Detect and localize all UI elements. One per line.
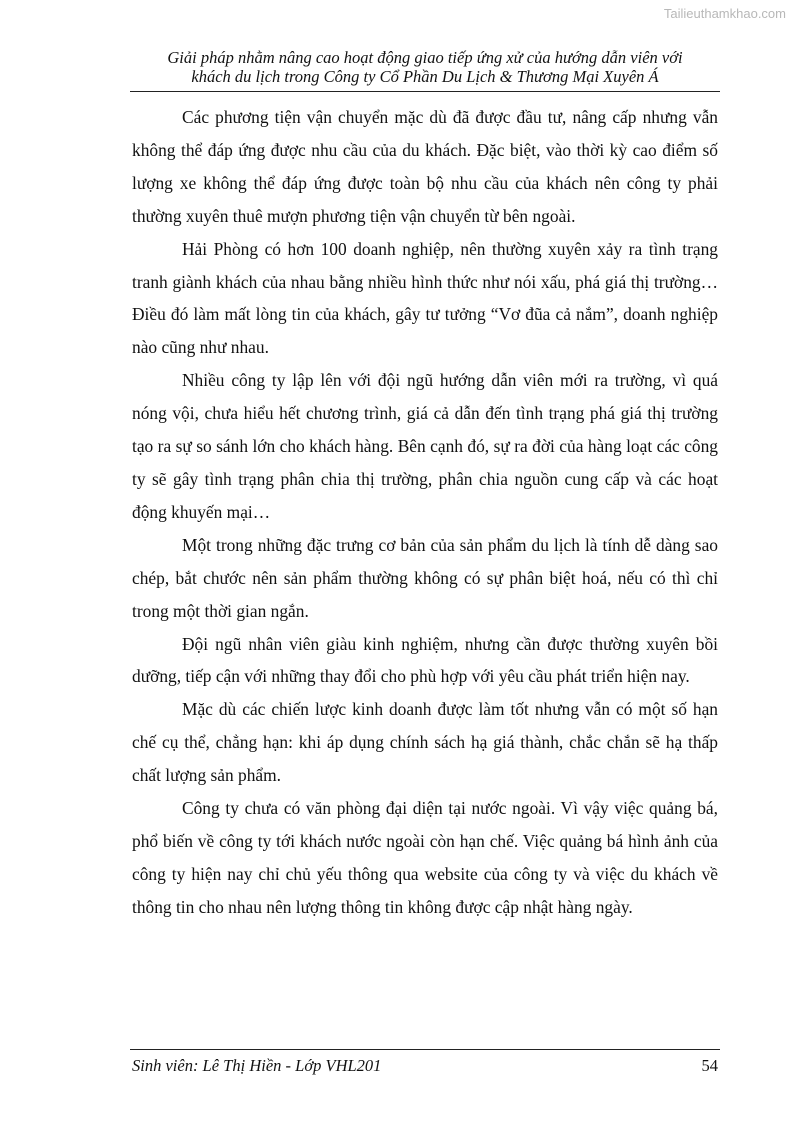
paragraph: Hải Phòng có hơn 100 doanh nghiệp, nên thường xuyên xảy ra tình trạng tranh giành khách của nhau bằng nhiều hình thức như nói xấu, phá giá thị trường… Điều đó làm mất lòng tin của khách, gây tư tưởng “Vơ đũa cả nắm”, doanh nghiệp nào cũng như nhau. [132,238,718,358]
running-footer [132,1056,718,1076]
paragraph: Các phương tiện vận chuyển mặc dù đã được đầu tư, nâng cấp nhưng vẫn không thể đáp ứng được nhu cầu của du khách. Đặc biệt, vào thời kỳ cao điểm số lượng xe không thể đáp ứng được toàn bộ nhu cầu của khách nên công ty phải thường xuyên thuê mượn phương tiện vận chuyển từ bên ngoài. [132,107,718,226]
header-line-1: Giải pháp nhằm nâng cao hoạt động giao tiếp ứng xử của hướng dẫn viên với [167,48,683,67]
watermark: Tailieuthamkhao.com [663,6,786,21]
paragraph: Nhiều công ty lập lên với đội ngũ hướng dẫn viên mới ra trường, vì quá nóng vội, chưa hiểu hết chương trình, giá cả dẫn đến tình trạng phá giá thị trường tạo ra sự so sánh lớn cho khách hàng. Bên cạnh đó, sự ra đời của hàng loạt các công ty sẽ gây tình trạng phân chia thị trường, phân chia nguồn cung cấp và các hoạt động khuyến mại… [132,370,718,522]
header-divider [130,91,720,92]
footer-divider [130,1049,720,1050]
paragraph: Công ty chưa có văn phòng đại diện tại nước ngoài. Vì vậy việc quảng bá, phổ biến về công ty tới khách nước ngoài còn hạn chế. Việc quảng bá hình ảnh của công ty hiện nay chỉ chủ yếu thông qua website của công ty và việc du khách về thông tin cho nhau nên lượng thông tin không được cập nhật hàng ngày. [132,798,718,917]
header-line-2: khách du lịch trong Công ty Cổ Phần Du Lịch & Thương Mại Xuyên Á [191,67,659,86]
footer-student-info: Sinh viên: Lê Thị Hiền - Lớp VHL201 [132,1056,382,1075]
page-number: 54 [701,1056,718,1075]
running-header [130,48,720,86]
body-text [132,101,718,924]
paragraph: Đội ngũ nhân viên giàu kinh nghiệm, nhưng cần được thường xuyên bồi dưỡng, tiếp cận với những thay đổi cho phù hợp với yêu cầu phát triển hiện nay. [132,633,718,687]
paragraph: Một trong những đặc trưng cơ bản của sản phẩm du lịch là tính dễ dàng sao chép, bắt chước nên sản phẩm thường không có sự phân biệt hoá, nếu có thì chỉ trong một thời gian ngắn. [132,534,718,621]
paragraph: Mặc dù các chiến lược kinh doanh được làm tốt nhưng vẫn có một số hạn chế cụ thể, chẳng hạn: khi áp dụng chính sách hạ giá thành, chắc chắn sẽ hạ thấp chất lượng sản phẩm. [132,699,718,786]
